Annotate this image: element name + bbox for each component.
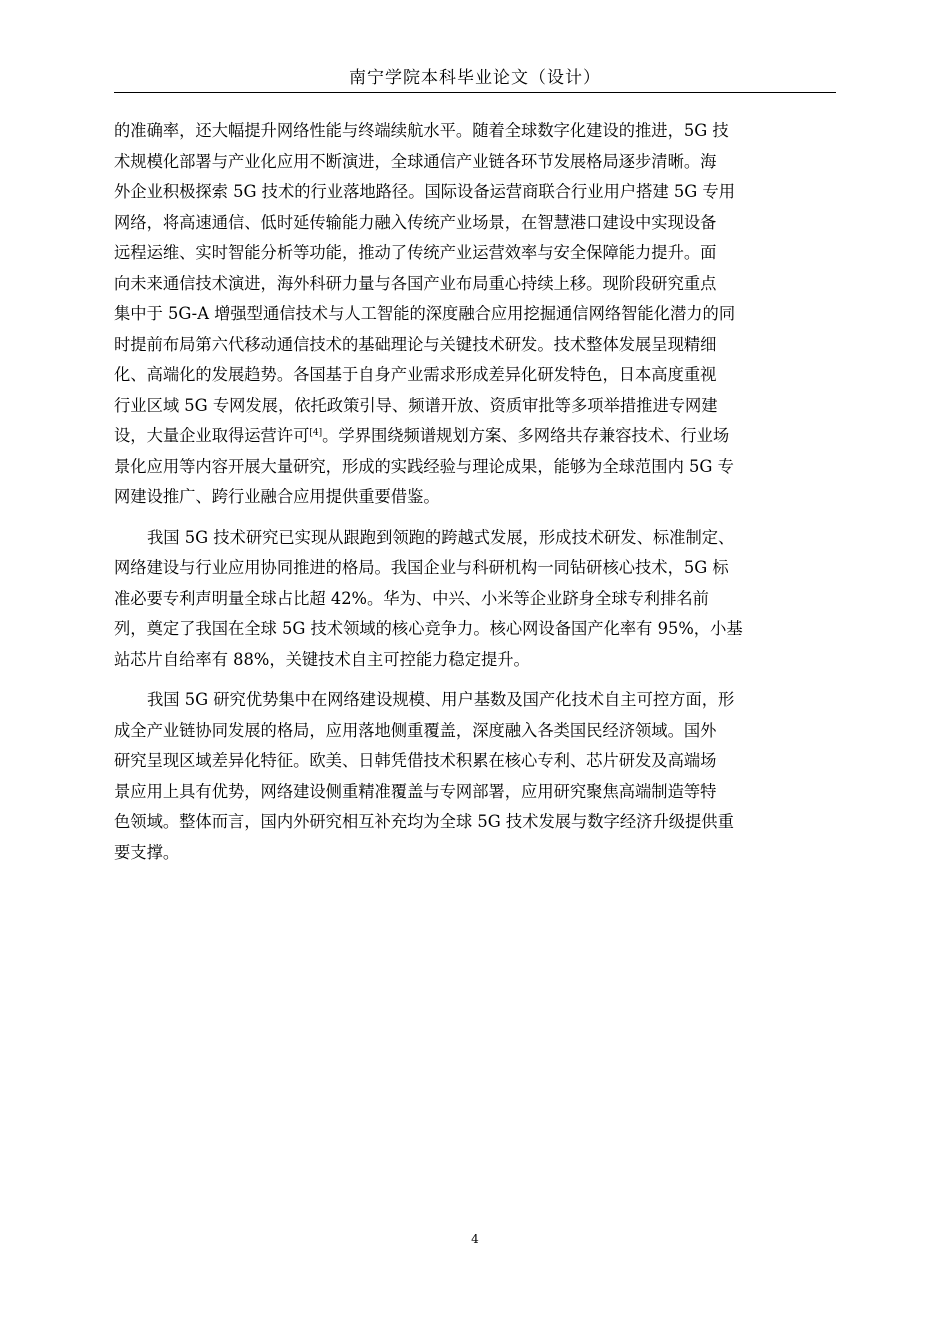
text-line: 我国 5G 技术研究已实现从跟跑到领跑的跨越式发展，形成技术研发、标准制定、 [147, 527, 735, 547]
text-line [114, 421, 836, 452]
text-line: 网络建设与行业应用协同推进的格局。我国企业与科研机构一同钻研核心技术，5G 标 [114, 558, 729, 577]
paragraph-spacing [114, 675, 836, 685]
text-line: 时提前布局第六代移动通信技术的基础理论与关键技术研发。技术整体发展呈现精细 [114, 334, 717, 354]
text-line: 网建设推广、跨行业融合应用提供重要借鉴。 [114, 487, 440, 506]
paragraph-comparison-summary [114, 685, 836, 868]
text-line: 研究呈现区域差异化特征。欧美、日韩凭借技术积累在核心专利、芯片研发及高端场 [114, 751, 717, 770]
text-line: 色领域。整体而言，国内外研究相互补充均为全球 5G 技术发展与数字经济升级提供重 [114, 812, 734, 831]
citation-reference: [4] [309, 428, 323, 438]
text-line: 向未来通信技术演进，海外科研力量与各国产业布局重心持续上移。现阶段研究重点 [114, 273, 717, 293]
text-line: 我国 5G 研究优势集中在网络建设规模、用户基数及国产化技术自主可控方面，形 [147, 690, 735, 709]
text-line: 的准确率，还大幅提升网络性能与终端续航水平。随着全球数字化建设的推进，5G 技 [114, 121, 729, 140]
text-line: 准必要专利声明量全球占比超 42%。华为、中兴、小米等企业跻身全球专利排名前 [114, 588, 709, 608]
text-segment: 。学界围绕频谱规划方案、多网络共存兼容技术、行业场 [322, 426, 730, 445]
text-line: 化、高端化的发展趋势。各国基于自身产业需求形成差异化研发特色，日本高度重视 [114, 365, 717, 384]
text-line: 要支撑。 [114, 842, 180, 862]
paragraph-overseas-research [114, 116, 836, 513]
text-line: 行业区域 5G 专网发展，依托政策引导、频谱开放、资质审批等多项举措推进专网建 [114, 395, 718, 415]
text-line: 外企业积极探索 5G 技术的行业落地路径。国际设备运营商联合行业用户搭建 5G 专用 [114, 182, 735, 201]
text-line: 景应用上具有优势，网络建设侧重精准覆盖与专网部署，应用研究聚焦高端制造等特 [114, 781, 717, 801]
text-line: 景化应用等内容开展大量研究，形成的实践经验与理论成果，能够为全球范围内 5G 专 [114, 456, 734, 476]
text-line: 成全产业链协同发展的格局，应用落地侧重覆盖，深度融入各类国民经济领域。国外 [114, 720, 717, 740]
paragraph-domestic-research [114, 523, 836, 676]
text-segment: 设，大量企业取得运营许可 [114, 426, 310, 445]
page-number: 4 [471, 1232, 479, 1246]
text-line: 远程运维、实时智能分析等功能，推动了传统产业运营效率与安全保障能力提升。面 [114, 243, 717, 262]
body-text [114, 116, 836, 868]
header-divider [114, 92, 836, 93]
paragraph-spacing [114, 513, 836, 523]
text-line: 网络，将高速通信、低时延传输能力融入传统产业场景，在智慧港口建设中实现设备 [114, 212, 717, 232]
text-line: 站芯片自给率有 88%，关键技术自主可控能力稳定提升。 [114, 649, 530, 669]
text-line: 列，奠定了我国在全球 5G 技术领域的核心竞争力。核心网设备国产化率有 95%，小基 [114, 619, 743, 638]
text-line: 术规模化部署与产业化应用不断演进，全球通信产业链各环节发展格局逐步清晰。海 [114, 151, 717, 171]
text-line: 集中于 5G-A 增强型通信技术与人工智能的深度融合应用挖掘通信网络智能化潜力的同 [114, 304, 736, 323]
page-header-title: 南宁学院本科毕业论文（设计） [349, 68, 601, 88]
